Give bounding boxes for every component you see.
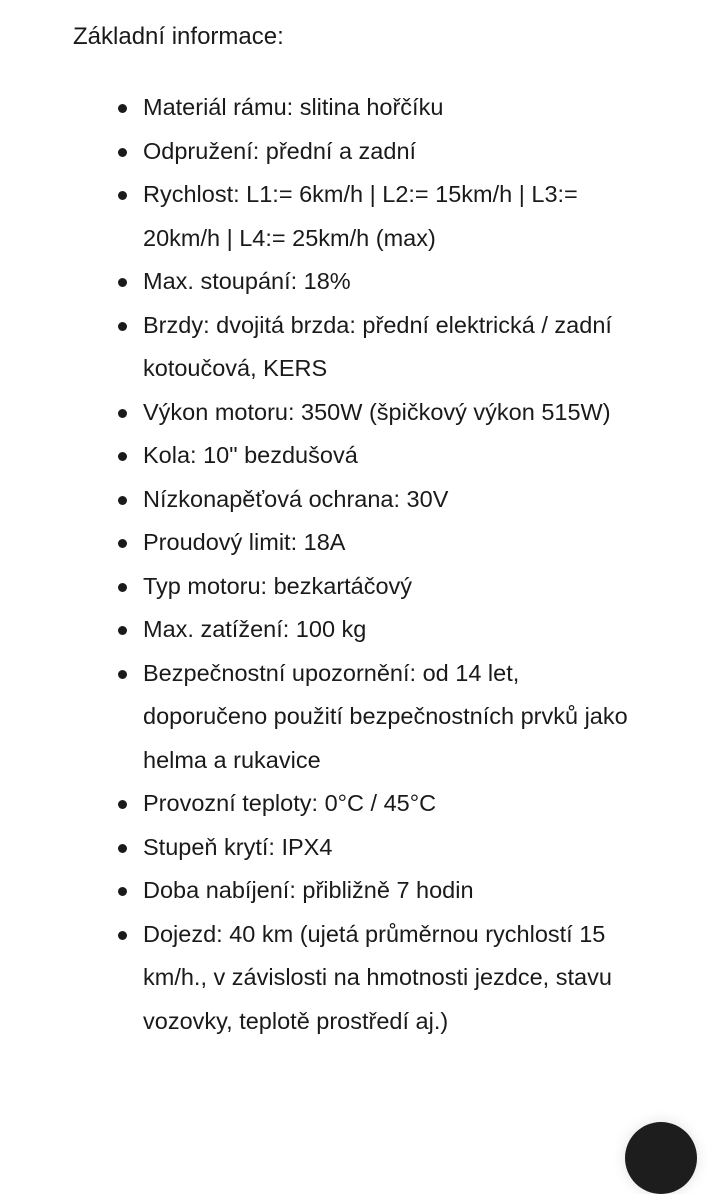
list-item: Materiál rámu: slitina hořčíku xyxy=(143,86,648,130)
list-item: Provozní teploty: 0°C / 45°C xyxy=(143,782,648,826)
list-item: Doba nabíjení: přibližně 7 hodin xyxy=(143,869,648,913)
list-item: Bezpečnostní upozornění: od 14 let, doporučeno použití bezpečnostních prvků jako helma a rukavice xyxy=(143,652,648,783)
list-item: Proudový limit: 18A xyxy=(143,521,648,565)
list-item: Dojezd: 40 km (ujetá průměrnou rychlostí 15 km/h., v závislosti na hmotnosti jezdce, stavu vozovky, teplotě prostředí aj.) xyxy=(143,913,648,1044)
list-item: Rychlost: L1:= 6km/h | L2:= 15km/h | L3:= 20km/h | L4:= 25km/h (max) xyxy=(143,173,648,260)
list-item: Typ motoru: bezkartáčový xyxy=(143,565,648,609)
spec-list xyxy=(143,86,648,1043)
list-item: Nízkonapěťová ochrana: 30V xyxy=(143,478,648,522)
list-item: Výkon motoru: 350W (špičkový výkon 515W) xyxy=(143,391,648,435)
list-item: Odpružení: přední a zadní xyxy=(143,130,648,174)
list-item: Stupeň krytí: IPX4 xyxy=(143,826,648,870)
floating-action-button[interactable] xyxy=(625,1122,697,1194)
list-item: Max. stoupání: 18% xyxy=(143,260,648,304)
list-item: Brzdy: dvojitá brzda: přední elektrická / zadní kotoučová, KERS xyxy=(143,304,648,391)
list-item: Kola: 10" bezdušová xyxy=(143,434,648,478)
list-item: Max. zatížení: 100 kg xyxy=(143,608,648,652)
section-heading: Základní informace: xyxy=(73,23,284,50)
